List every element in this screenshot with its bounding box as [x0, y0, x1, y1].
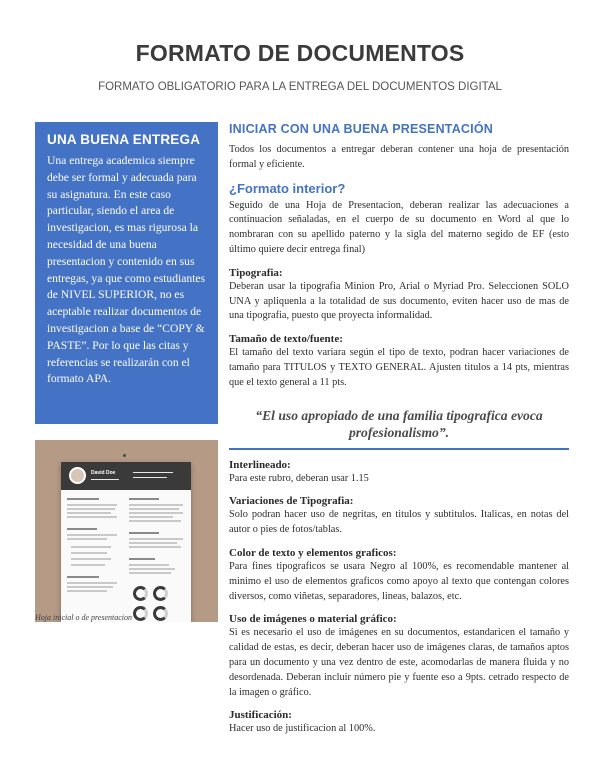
- resume-name: David Doe: [91, 470, 116, 476]
- document-title: FORMATO DE DOCUMENTOS: [135, 40, 465, 66]
- resume-paper: [61, 462, 191, 622]
- skill-circle: [133, 606, 148, 621]
- document-subtitle: FORMATO OBLIGATORIO PARA LA ENTREGA DEL DOCUMENTOS DIGITAL: [98, 81, 502, 93]
- main-heading: INICIAR CON UNA BUENA PRESENTACIÓN: [229, 122, 493, 136]
- resume-line: [129, 504, 183, 506]
- resume-line: [67, 498, 99, 500]
- sidebar-heading: UNA BUENA ENTREGA: [47, 132, 201, 147]
- tamano-heading: Tamaño de texto/fuente:: [229, 333, 343, 346]
- resume-line: [129, 520, 181, 522]
- resume-line: [71, 564, 105, 566]
- resume-line: [67, 576, 99, 578]
- resume-line: [129, 568, 175, 570]
- tipografia-heading: Tipografia:: [229, 266, 283, 279]
- resume-line: [129, 558, 155, 560]
- resume-line: [67, 528, 97, 530]
- resume-line: [129, 498, 159, 500]
- skill-circle: [133, 586, 148, 601]
- justificacion-heading: Justificación:: [229, 709, 292, 722]
- tamano-text: El tamaño del texto variara según el tipo de texto, podran hacer variaciones de tamaño para TITULOS y TEXTO GENERAL. Ajusten titulos a 14 pts, mientras que el texto general a 11 pts.: [229, 347, 569, 388]
- skill-circle: [153, 606, 168, 621]
- resume-example-image: [35, 440, 218, 622]
- resume-line: [129, 546, 181, 548]
- format-question-text: Seguido de una Hoja de Presentacion, deberan realizar las adecuaciones a continuacion señaladas, en el cuerpo de su documento en Word al que lo nombraran con su apellido paterno y la sigla del materno segido de EF (esto último quiere decir entrega final): [229, 199, 569, 255]
- resume-line: [67, 504, 117, 506]
- resume-line: [129, 512, 183, 514]
- format-question-heading: ¿Formato interior?: [229, 180, 346, 196]
- color-heading: Color de texto y elementos graficos:: [229, 546, 397, 559]
- imagenes-heading: Uso de imágenes o material gráfico:: [229, 613, 397, 626]
- resume-line: [67, 516, 117, 518]
- resume-line: [129, 508, 179, 510]
- resume-line: [129, 564, 169, 566]
- sidebar-text: Una entrega academica siempre debe ser formal y adecuada para su asignatura. En este caso particular, siendo el area de investigacion, es mas rigurosa la necesidad de una buena presentacion y contenido en sus entregas, ya que como estudiantes de NIVEL SUPERIOR, no es aceptable realizar documentos de investigacion a base de “COPY & PASTE”. Por lo que las citas y referencias se realizarán con el formato APA.: [47, 154, 206, 386]
- resume-line: [67, 512, 111, 514]
- resume-line: [71, 552, 107, 554]
- justificacion-text: Hacer uso de justificacion al 100%.: [229, 723, 376, 735]
- resume-line: [71, 546, 111, 548]
- color-text: Para fines tipograficos se usara Negro al 100%, es recomendable mantener al minimo el uso de elementos graficos como apoyo al texto que contengan colores diversos, como viñetas, separadores, lineas, balazos, etc.: [229, 560, 569, 602]
- avatar: [69, 467, 86, 484]
- variaciones-heading: Variaciones de Tipografia:: [229, 495, 354, 508]
- resume-line: [67, 534, 117, 536]
- imagenes-text: Si es necesario el uso de imágenes en su documentos, estandaricen el tamaño y calidad de estas, es decir, deberan hacer uso de imágenes claras, de tamaños aptos para un documento y una vez dentro de este, acomodarlas de manera fluida y no desordenada. Deberan incluir número pie y fuente eso a 9pts. cetrado respecto de la imagen o gráfico.: [229, 627, 569, 698]
- resume-line: [91, 479, 119, 480]
- tipografia-text: Deberan usar la tipografia Minion Pro, Arial o Myriad Pro. Seleccionen SOLO UNA y apliquenla a la totalidad de sus documento, eviten hacer uso de mas de una tipografia, puesto que proyecta informalidad.: [229, 280, 569, 322]
- resume-line: [129, 572, 171, 574]
- resume-line: [71, 558, 111, 560]
- intro-text: Todos los documentos a entregar deberan contener una hoja de presentación formal y eficiente.: [229, 144, 569, 170]
- resume-line: [129, 538, 183, 540]
- resume-line: [67, 538, 107, 540]
- pull-quote: “El uso apropiado de una familia tipografica evoca profesionalismo”.: [229, 405, 569, 450]
- main-column: [229, 118, 569, 737]
- resume-line: [67, 582, 117, 584]
- sidebar-box: [35, 122, 218, 424]
- variaciones-text: Solo podran hacer uso de negritas, en titulos y subtitulos. Italicas, en notas del autor o pies de fotos/tablas.: [229, 509, 569, 536]
- resume-line: [129, 516, 173, 518]
- skill-circle: [153, 586, 168, 601]
- resume-line: [129, 542, 177, 544]
- interlineado-heading: Interlineado:: [229, 458, 291, 471]
- interlineado-text: Para este rubro, deberan usar 1.15: [229, 472, 369, 484]
- resume-line: [129, 532, 159, 534]
- resume-line: [67, 586, 113, 588]
- resume-header-band: [61, 462, 191, 490]
- image-caption: Hoja inicial o de presentacion: [35, 613, 133, 622]
- resume-line: [67, 590, 107, 592]
- resume-line: [67, 508, 115, 510]
- resume-line: [133, 477, 167, 478]
- resume-line: [133, 472, 173, 473]
- pin-icon: [123, 454, 126, 457]
